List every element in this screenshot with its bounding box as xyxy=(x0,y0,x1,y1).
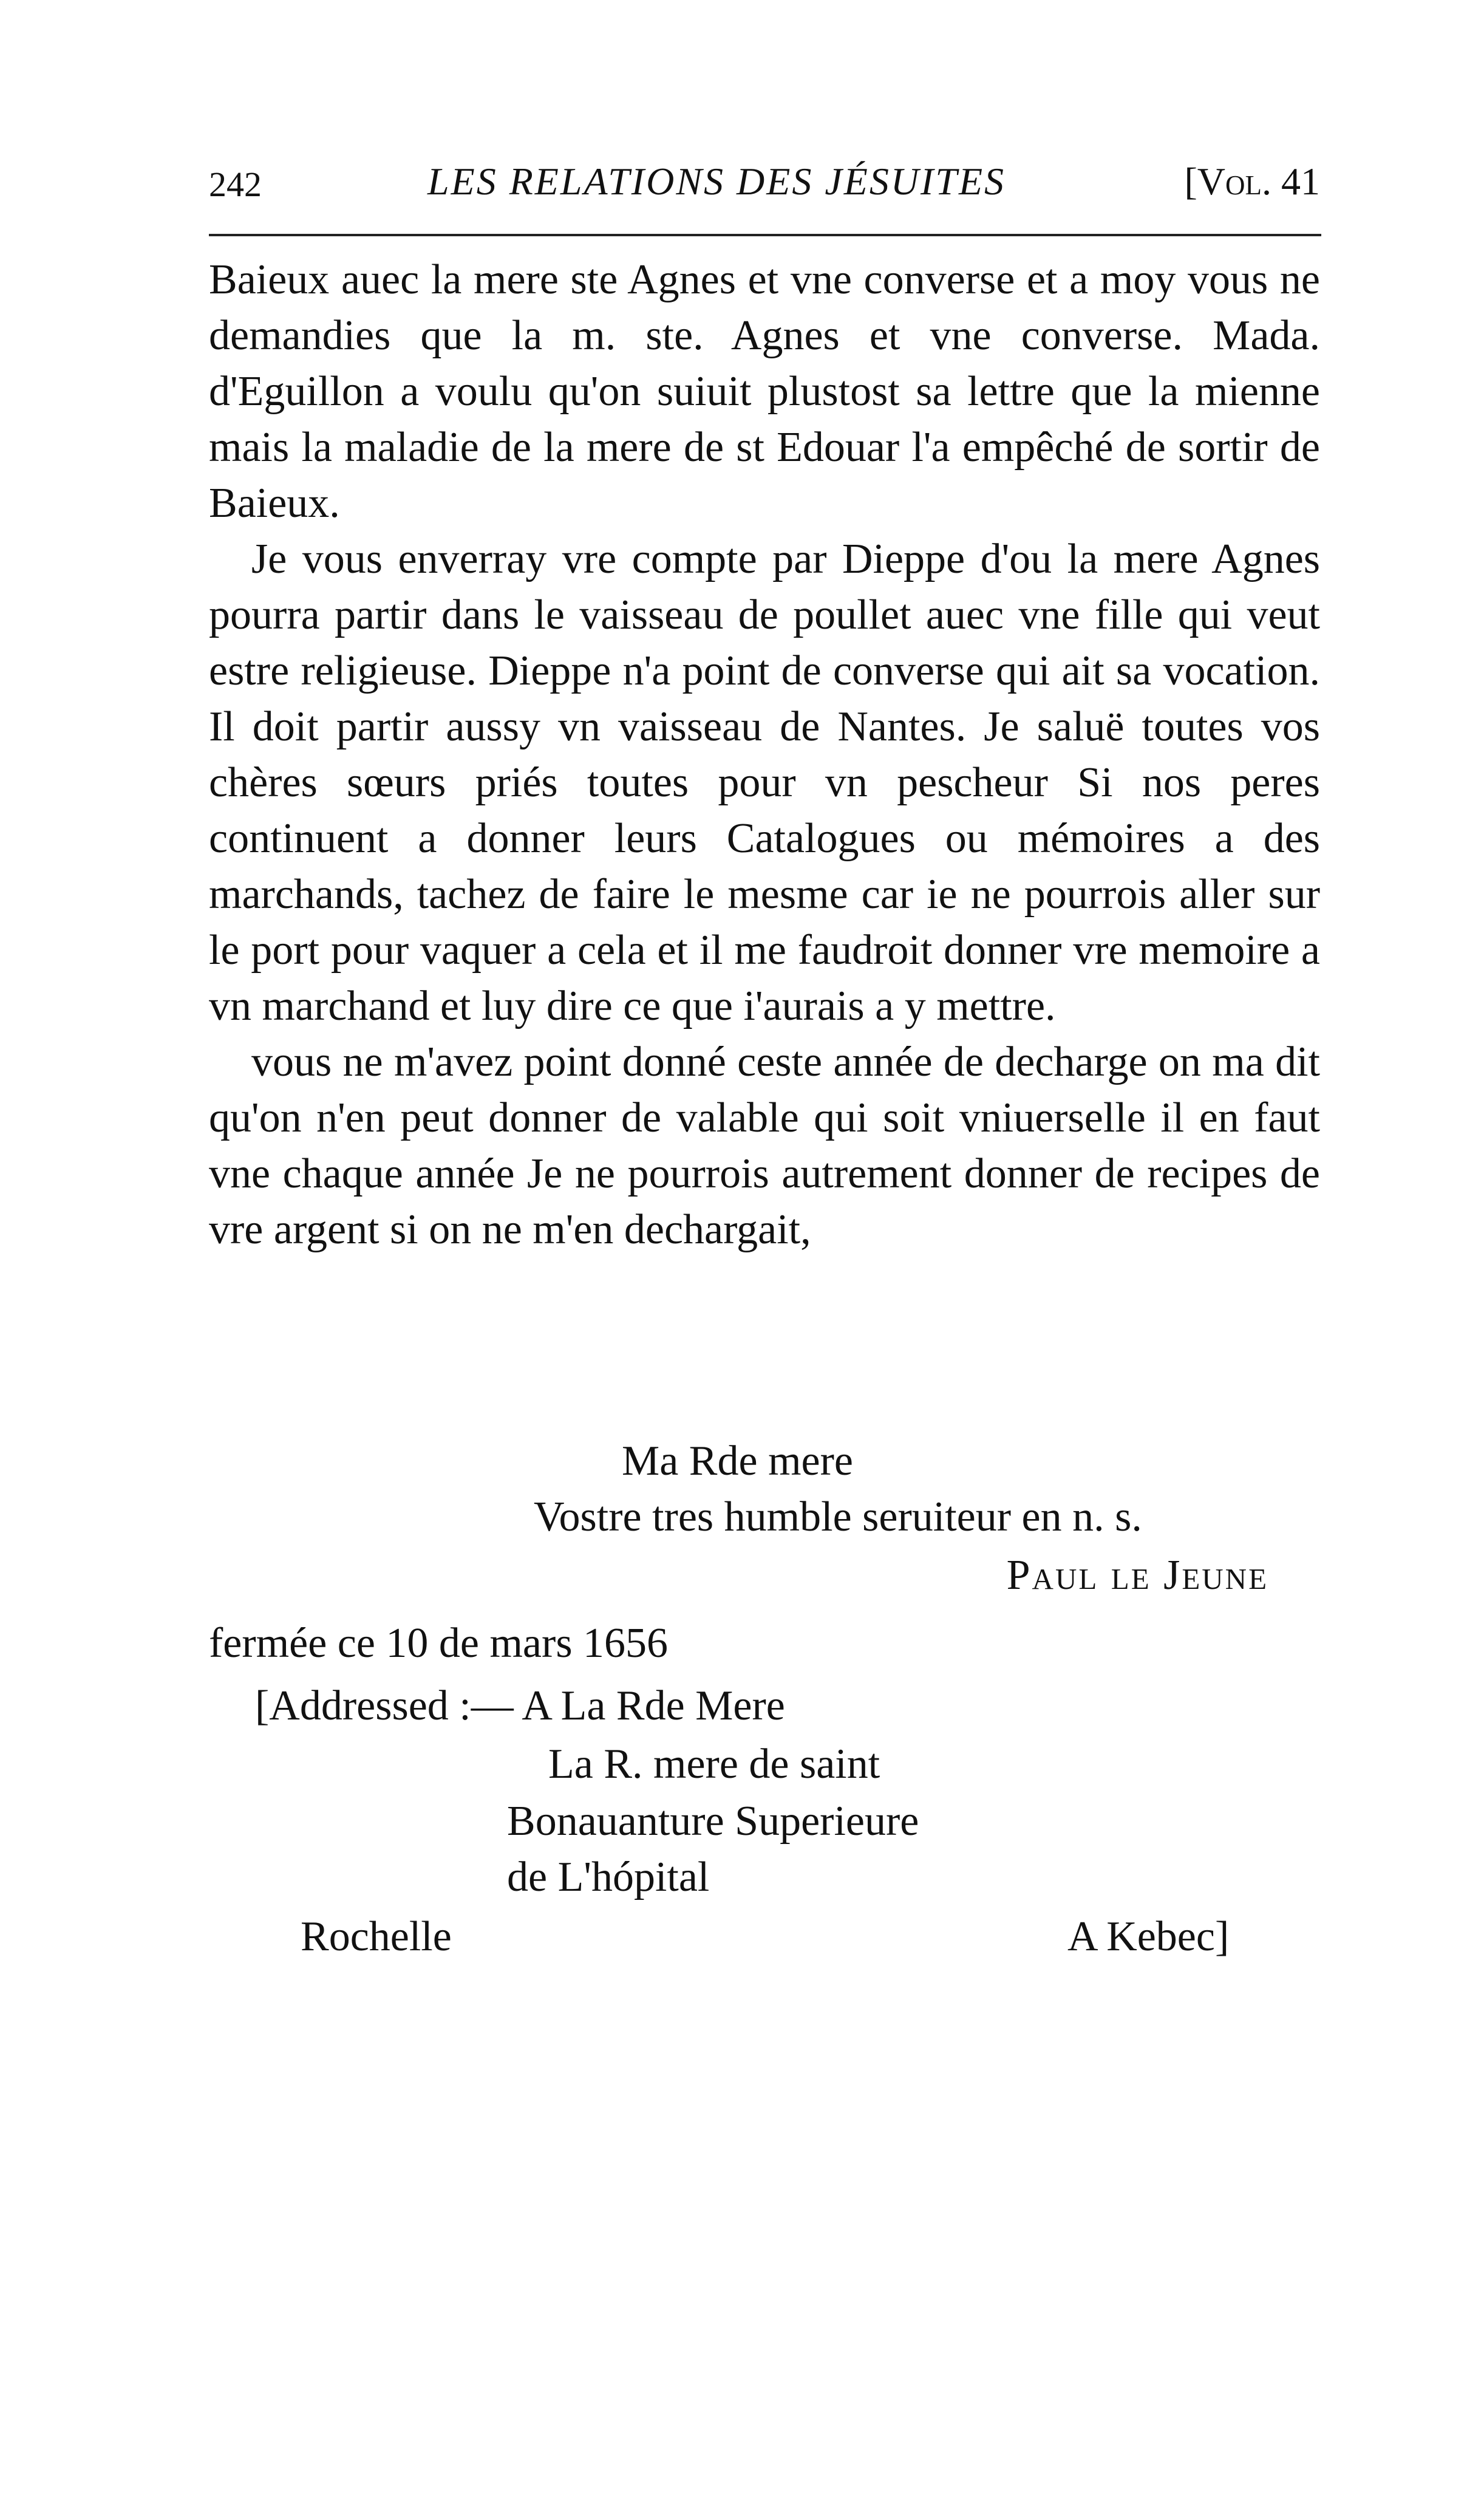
address-place-right: A Kebec] xyxy=(1067,1913,1230,1960)
volume-marker: [Vol. 41 xyxy=(1184,160,1320,203)
paragraph-2: Je vous enverray vre compte par Dieppe d'ou la mere Agnes pourra partir dans le vaisseau de poullet auec vne fille qui veut estre religieuse. Dieppe n'a point de converse qui ait sa vocation. Il doit partir aussy vn vaisseau de Nantes. Je saluë toutes vos chères sœurs priés toutes pour vn pescheur Si nos peres continuent a donner leurs Catalogues ou mémoires a des marchands, tachez de faire le mesme car ie ne pourrois aller sur le port pour vaquer a cela et il me faudroit donner vre memoire a vn marchand et luy dire ce que i'aurais a y mettre. xyxy=(209,536,1320,1030)
address-place-left: Rochelle xyxy=(301,1913,452,1960)
paragraph-3: vous ne m'avez point donné ceste année de decharge on ma dit qu'on n'en peut donner de valable qui soit vniuerselle il en faut vne chaque année Je ne pourrois autrement donner de recipes de vre argent si on ne m'en dechargait, xyxy=(209,1039,1320,1253)
salutation: Ma Rde mere xyxy=(622,1438,853,1484)
running-title: LES RELATIONS DES JÉSUITES xyxy=(427,160,1006,203)
address-line-2: La R. mere de saint xyxy=(548,1741,880,1788)
paragraph-1: Baieux auec la mere ste Agnes et vne converse et a moy vous ne demandies que la m. ste. Agnes et vne converse. Mada. d'Eguillon a voulu qu'on suiuit plustost sa lettre que la mienne mais la maladie de la mere de st Edouar l'a empêché de sortir de Baieux. xyxy=(209,256,1320,527)
complimentary-close: Vostre tres humble seruiteur en n. s. xyxy=(534,1494,1142,1540)
date-line: fermée ce 10 de mars 1656 xyxy=(209,1620,669,1667)
page-number: 242 xyxy=(209,165,262,204)
address-line-4: de L'hópital xyxy=(507,1854,710,1900)
signature: Paul le Jeune xyxy=(1006,1552,1268,1599)
running-head xyxy=(209,159,1320,214)
address-line-3: Bonauanture Superieure xyxy=(507,1798,919,1845)
letter-body xyxy=(209,252,1320,1258)
address-line-1: [Addressed :— A La Rde Mere xyxy=(255,1682,785,1729)
header-rule xyxy=(209,234,1321,236)
